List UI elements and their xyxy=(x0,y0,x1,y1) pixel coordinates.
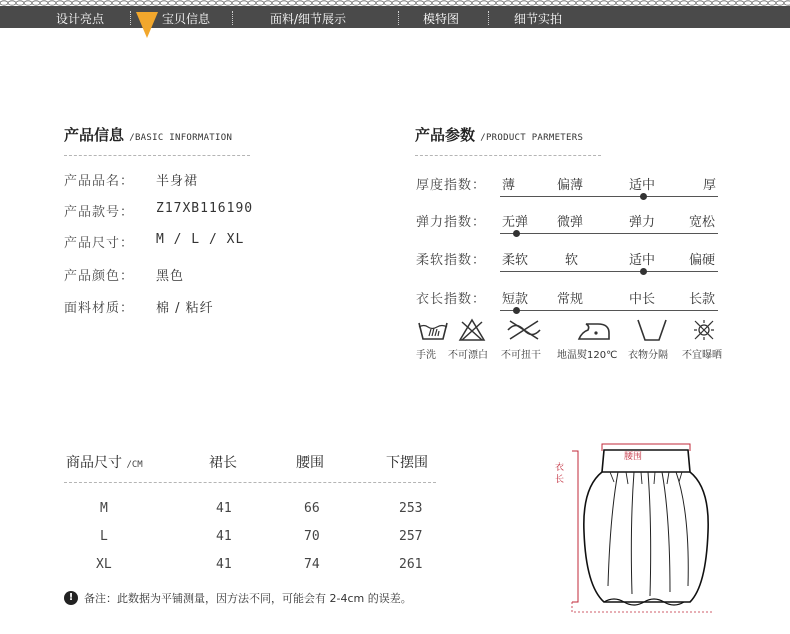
skirt-diagram xyxy=(548,436,738,616)
no-bleach-icon xyxy=(452,318,492,342)
info-value-material: 棉 / 粘纤 xyxy=(156,301,214,316)
product-info-title-en: /BASIC INFORMATION xyxy=(129,133,233,143)
active-tab-marker xyxy=(136,12,158,38)
param-option: 短款 xyxy=(502,292,529,307)
size-table-header-length: 裙长 xyxy=(209,455,237,471)
product-info-title-cn: 产品信息 xyxy=(64,126,125,144)
param-option: 薄 xyxy=(502,178,516,193)
param-option: 柔软 xyxy=(502,253,529,268)
info-value-style-no: Z17XB116190 xyxy=(156,201,254,216)
param-option: 常规 xyxy=(557,292,584,307)
param-label-length: 衣长指数： xyxy=(416,292,487,307)
param-option: 弹力 xyxy=(629,215,656,230)
param-selected-dot xyxy=(640,268,647,275)
param-option: 适中 xyxy=(629,178,656,193)
table-cell-length: 41 xyxy=(216,501,232,516)
table-cell-size: XL xyxy=(96,557,112,572)
nav-border-pattern xyxy=(0,0,790,6)
size-header-unit: /CM xyxy=(126,460,143,470)
size-table-header-size xyxy=(66,452,143,472)
param-option: 软 xyxy=(565,253,579,268)
param-option: 偏硬 xyxy=(689,253,716,268)
size-table-header-hem: 下摆围 xyxy=(386,455,428,471)
care-label: 不可扭干 xyxy=(501,350,541,361)
divider xyxy=(64,155,250,156)
product-params-title xyxy=(415,124,583,145)
iron-low-icon xyxy=(574,318,614,342)
no-sun-dry-icon xyxy=(684,318,724,342)
table-cell-waist: 66 xyxy=(304,501,320,516)
param-option: 中长 xyxy=(629,292,656,307)
param-selected-dot xyxy=(513,230,520,237)
param-scale-line xyxy=(500,271,718,272)
care-label: 地温熨120℃ xyxy=(557,350,618,361)
table-cell-hem: 257 xyxy=(399,529,423,544)
param-scale-line xyxy=(500,310,718,311)
tab-design-highlights[interactable]: 设计亮点 xyxy=(56,12,105,26)
info-value-color: 黑色 xyxy=(156,269,185,284)
care-label: 手洗 xyxy=(416,350,436,361)
measurement-note xyxy=(64,590,412,606)
table-cell-length: 41 xyxy=(216,529,232,544)
tab-model-photos[interactable]: 模特图 xyxy=(423,12,460,26)
param-option: 适中 xyxy=(629,253,656,268)
waist-measure-label: 腰围 xyxy=(624,452,643,462)
top-nav xyxy=(0,0,790,28)
info-value-size: M / L / XL xyxy=(156,232,245,247)
table-cell-waist: 74 xyxy=(304,557,320,572)
table-cell-waist: 70 xyxy=(304,529,320,544)
info-label-name: 产品品名： xyxy=(64,174,135,189)
tab-separator xyxy=(398,11,399,25)
hand-wash-icon xyxy=(416,318,456,342)
table-cell-size: L xyxy=(100,529,108,544)
size-table-header-waist: 腰围 xyxy=(296,455,324,471)
product-params-title-cn: 产品参数 xyxy=(415,126,476,144)
param-selected-dot xyxy=(513,307,520,314)
note-text: 备注：此数据为平铺测量，因方法不同，可能会有 2-4cm 的误差。 xyxy=(84,592,412,605)
info-label-color: 产品颜色： xyxy=(64,269,135,284)
param-label-elasticity: 弹力指数： xyxy=(416,215,487,230)
table-cell-hem: 261 xyxy=(399,557,423,572)
divider xyxy=(415,155,601,156)
info-label-size: 产品尺寸： xyxy=(64,236,135,251)
param-option: 无弹 xyxy=(502,215,529,230)
table-cell-hem: 253 xyxy=(399,501,423,516)
param-option: 宽松 xyxy=(689,215,716,230)
tab-fabric-details[interactable]: 面料/细节展示 xyxy=(270,12,347,26)
tab-separator xyxy=(130,11,131,25)
param-option: 长款 xyxy=(689,292,716,307)
care-label: 不可漂白 xyxy=(448,350,488,361)
info-label-style-no: 产品款号： xyxy=(64,205,135,220)
param-scale-line xyxy=(500,196,718,197)
param-option: 厚 xyxy=(703,178,717,193)
info-value-name: 半身裙 xyxy=(156,174,199,189)
product-params-title-en: /PRODUCT PARMETERS xyxy=(480,133,584,143)
param-label-softness: 柔软指数： xyxy=(416,253,487,268)
param-scale-line xyxy=(500,233,718,234)
size-header-label: 商品尺寸 xyxy=(66,455,122,471)
exclamation-icon: ! xyxy=(64,591,78,605)
info-label-material: 面料材质： xyxy=(64,301,135,316)
tab-product-info[interactable]: 宝贝信息 xyxy=(162,12,211,26)
tab-separator xyxy=(488,11,489,25)
divider xyxy=(64,482,436,483)
length-measure-line xyxy=(572,451,578,602)
no-wring-icon xyxy=(504,318,544,342)
table-cell-length: 41 xyxy=(216,557,232,572)
table-cell-size: M xyxy=(100,501,108,516)
tab-separator xyxy=(232,11,233,25)
care-label: 衣物分隔 xyxy=(628,350,668,361)
param-option: 偏薄 xyxy=(557,178,584,193)
tab-detail-photos[interactable]: 细节实拍 xyxy=(514,12,563,26)
length-measure-label: 衣长 xyxy=(555,463,565,485)
product-info-title xyxy=(64,124,232,145)
param-selected-dot xyxy=(640,193,647,200)
param-label-thickness: 厚度指数： xyxy=(416,178,487,193)
separate-wash-icon xyxy=(632,318,672,342)
care-label: 不宜曝晒 xyxy=(682,350,722,361)
param-option: 微弹 xyxy=(557,215,584,230)
